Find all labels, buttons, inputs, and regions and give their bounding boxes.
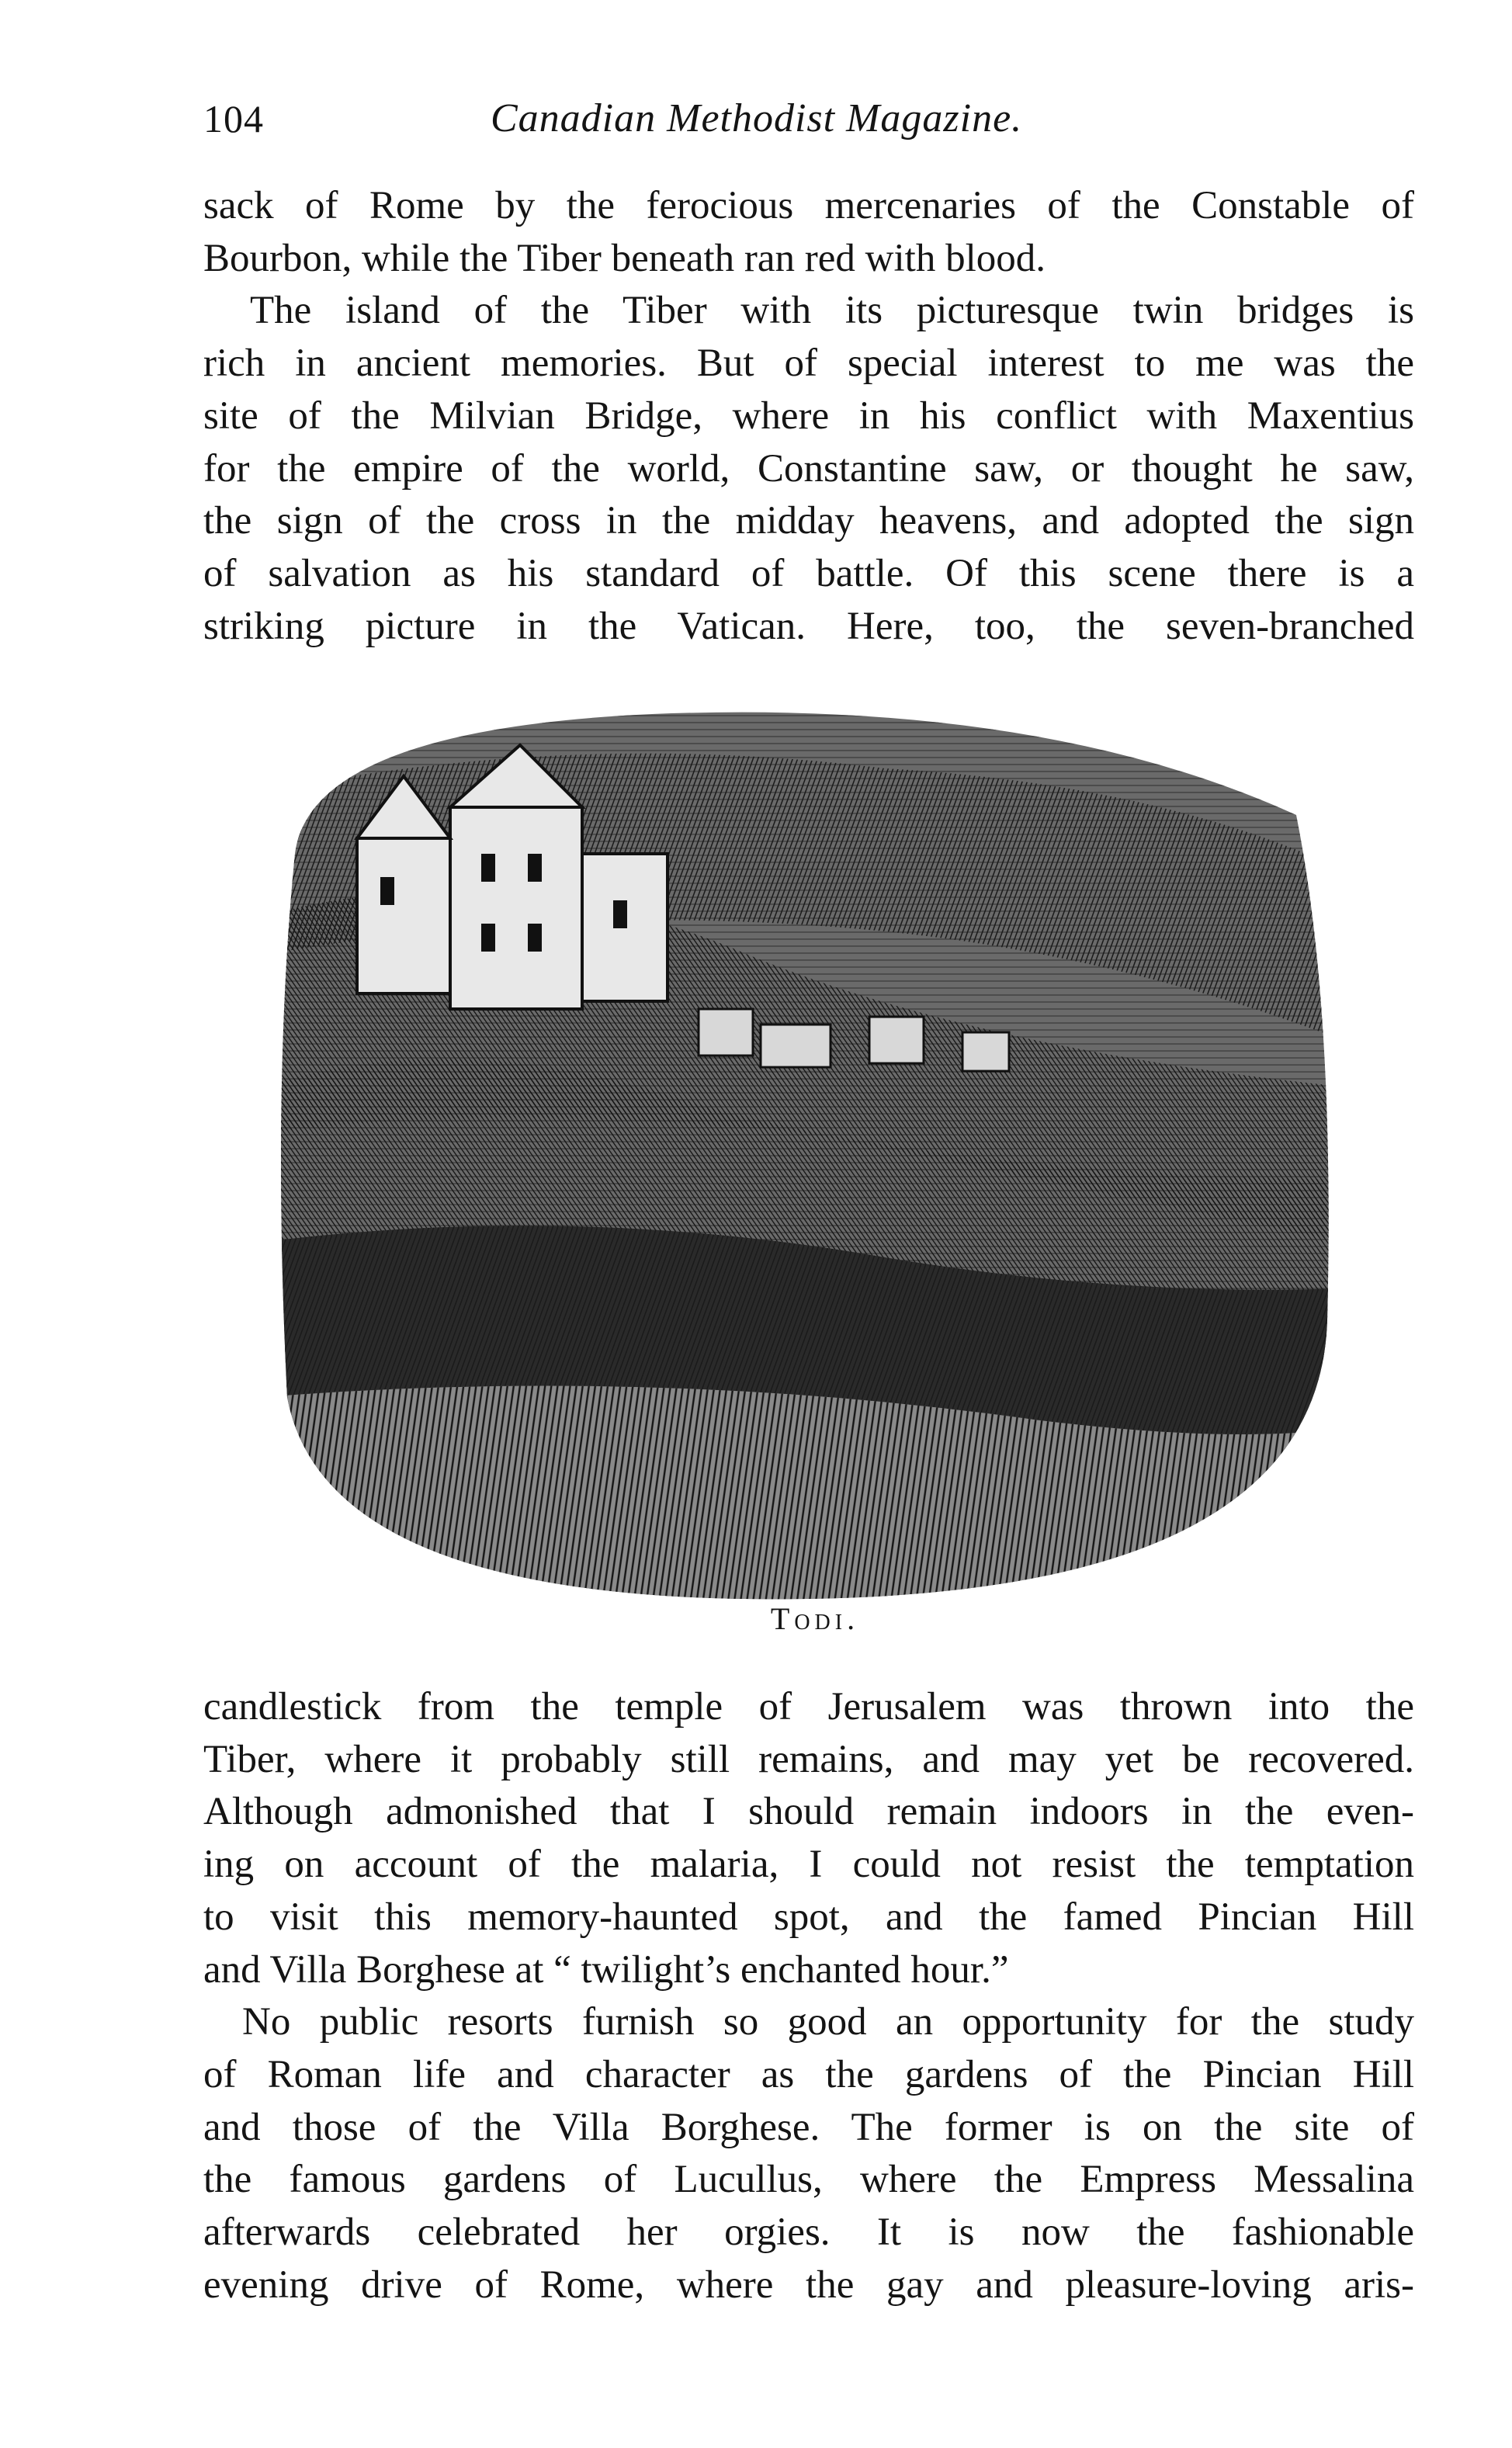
text-line: sack of Rome by the ferocious mercenaries of the Constable of — [203, 184, 1414, 227]
text-line: evening drive of Rome, where the gay and pleasure-loving aris- — [203, 2262, 1414, 2307]
text-line: Tiber, where it probably still remains, and may yet be recovered. — [203, 1737, 1414, 1781]
text-line: site of the Milvian Bridge, where in his conflict with Maxentius — [203, 394, 1414, 438]
text-line: striking picture in the Vatican. Here, too, the seven-branched — [203, 604, 1414, 648]
text-line: the famous gardens of Lucullus, where the Empress Messalina — [203, 2158, 1414, 2202]
text-line: to visit this memory-haunted spot, and the famed Pincian Hill — [203, 1895, 1414, 1939]
page-number: 104 — [203, 97, 264, 140]
text-line: No public resorts furnish so good an opportunity for the study — [242, 2000, 1414, 2044]
text-line: rich in ancient memories. But of special interest to me was the — [203, 342, 1414, 386]
text-line: and Villa Borghese at “ twilight’s enchanted hour.” — [203, 1947, 1009, 1992]
text-line: Although admonished that I should remain indoors in the even- — [203, 1790, 1414, 1834]
text-line: Bourbon, while the Tiber beneath ran red with blood. — [203, 236, 1046, 280]
engraving-image — [264, 699, 1343, 1614]
text-line: afterwards celebrated her orgies. It is now the fashionable — [203, 2210, 1414, 2255]
text-line: for the empire of the world, Constantine saw, or thought he saw, — [203, 446, 1414, 491]
text-line: the sign of the cross in the midday heavens, and adopted the sign — [203, 499, 1414, 543]
text-line: ing on account of the malaria, I could not resist the temptation — [203, 1843, 1414, 1887]
text-line: The island of the Tiber with its picturesque twin bridges is — [250, 289, 1414, 333]
figure-caption: Todi. — [770, 1601, 860, 1636]
text-line: candlestick from the temple of Jerusalem was thrown into the — [203, 1685, 1414, 1729]
engraving-illustration-todi — [264, 699, 1343, 1614]
text-line: of salvation as his standard of battle. Of this scene there is a — [203, 551, 1414, 595]
page-header — [203, 92, 1414, 154]
text-block-bottom — [203, 1681, 1414, 2311]
running-title: Canadian Methodist Magazine. — [491, 96, 1023, 140]
text-line: and those of the Villa Borghese. The former is on the site of — [203, 2105, 1414, 2149]
text-line: of Roman life and character as the gardens of the Pincian Hill — [203, 2052, 1414, 2096]
text-block-top — [203, 180, 1414, 653]
